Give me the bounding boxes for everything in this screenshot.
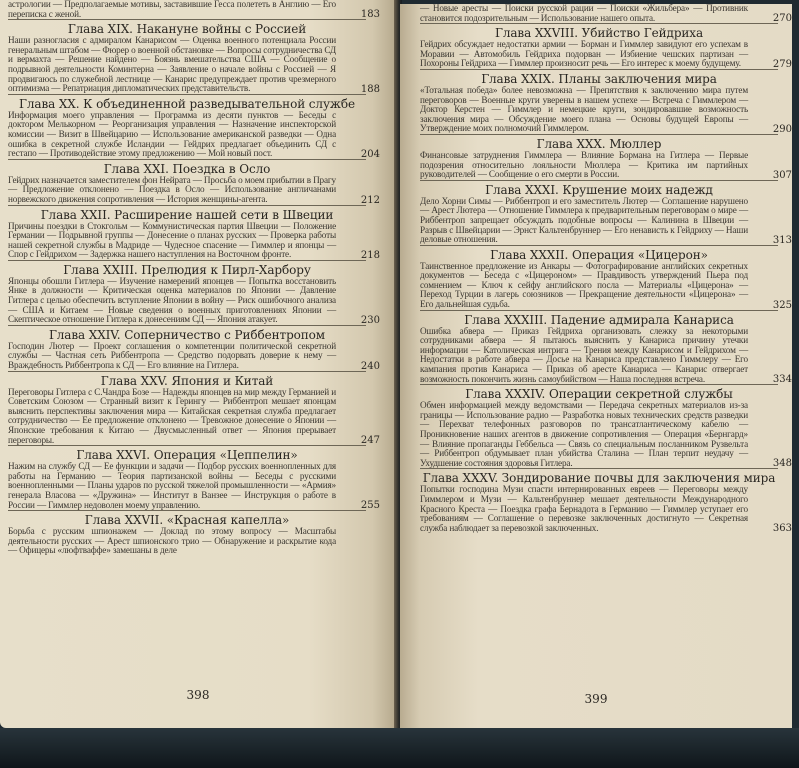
chapter-summary: Гейдрих назначается заместителем фон Нейрата — Просьба о моем прибытии в Прагу — Предложение отклонено — Поездка в Осло — Использование англичанами норвежского движения сопротивления — История женщины-агента. (8, 174, 336, 204)
toc-entry (8, 510, 366, 556)
toc-entry (8, 159, 380, 206)
toc-entry (420, 180, 792, 246)
chapter-summary: Обмен информацией между ведомствами — Передача секретных материалов из-за границы — Использование радио — Разработка новых технических средств разведки — Перехват телефонных разговоров по трансатлантическому кабелю — Проникновение наших агентов в движение сопротивления — Операция «Бернгард» — Влияние пропаганды Геббельса — Связь со специальным посланником Рузвельта — Риббентроп обдумывает план убийства Сталина — План терпит неудачу — Ухудшение состояния здоровья Гитлера. (420, 400, 748, 468)
chapter-summary: Борьба с русским шпионажем — Доклад по этому вопросу — Масштабы деятельности русских — Арест шпионского трио — Обнаружение и раскрытие кода — Офицеры «люфтваффе» замешаны в деле (8, 526, 336, 556)
chapter-page-number: 183 (360, 9, 380, 21)
chapter-title: Глава XXVI. Операция «Цеппелин» (8, 445, 366, 462)
chapter-title: Глава XXXII. Операция «Цицерон» (420, 245, 778, 262)
chapter-page-number: 363 (772, 523, 792, 535)
toc-entry (420, 468, 792, 535)
chapter-summary: Господин Лютер — Проект соглашения о компетенции политической секретной службы — Частная сеть Риббентропа — Средство подорвать доверие к нему — Враждебность Риббентропа к СД — Его влияние на Гитлера. (8, 340, 336, 371)
toc-entry (8, 371, 380, 447)
chapter-page-number: 218 (360, 249, 380, 261)
toc-entry (8, 94, 380, 160)
left-page (0, 0, 396, 728)
toc-entry (8, 0, 380, 21)
chapter-summary: Дело Хорни Симы — Риббентроп и его заместитель Лютер — Соглашение нарушено — Арест Лютера — Отношение Гиммлера к предварительным переговорам о мире — Риббентроп запрещает обсуждать подобные вопросы — Калинина в Швеции — Разрыв с Швейцарии — Эрнст Кальтенбруннер — Его ненависть к Гейдриху — Наши деловые отношения. (420, 195, 748, 245)
chapter-page-number: 279 (772, 58, 792, 70)
chapter-summary: — Новые аресты — Поиски русской рации — Поиски «Жильбера» — Противник становится подозрительным — Использование нашего опыта. (420, 4, 748, 23)
chapter-page-number: 313 (772, 234, 792, 246)
chapter-title: Глава XXIII. Прелюдия к Пирл-Харбору (8, 260, 366, 277)
toc-entry (420, 384, 792, 470)
chapter-page-number: 290 (772, 123, 792, 135)
chapter-summary: Нажим на службу СД — Ее функции и задачи — Подбор русских военнопленных для работы на Германию — Теория партизанской войны — Беседы с русскими военнопленными — Планы ударов по русской тяжелой промышленности — «Армия» генерала Власова — «Дружина» — Институт в Ванзее — Инструкция о работе в России — Гиммлер недоволен моему управлению. (8, 461, 336, 510)
chapter-title: Глава XXX. Мюллер (420, 134, 778, 151)
chapter-title: Глава XXXV. Зондирование почвы для заключения мира (420, 468, 778, 485)
chapter-title: Глава XXXI. Крушение моих надежд (420, 180, 778, 197)
chapter-page-number: 212 (360, 194, 380, 206)
toc-entry (420, 4, 792, 25)
chapter-title: Глава XXVIII. Убийство Гейдриха (420, 23, 778, 40)
toc-entry (420, 310, 792, 386)
toc-entry (8, 260, 380, 326)
chapter-title: Глава XXXIV. Операции секретной службы (420, 384, 778, 401)
chapter-page-number: 334 (772, 374, 792, 386)
chapter-summary: Гейдрих обсуждает недостатки армии — Борман и Гиммлер завидуют его успехам в Моравии — Автомобиль Гейдриха подорван — Избиение чешских партизан — Похороны Гейдриха — Гиммлер произносит речь — Его интерес к моему будущему. (420, 39, 748, 69)
chapter-page-number: 188 (360, 83, 380, 95)
chapter-title: Глава XXIV. Соперничество с Риббентропом (8, 325, 366, 342)
chapter-title: Глава XXI. Поездка в Осло (8, 159, 366, 176)
chapter-title: Глава XIX. Накануне войны с Россией (8, 19, 366, 36)
toc-entry (8, 445, 380, 512)
toc-entry (8, 205, 380, 261)
right-page-number: 399 (584, 692, 608, 706)
chapter-page-number: 230 (360, 314, 380, 326)
left-toc-column (8, 0, 380, 556)
chapter-page-number: 307 (772, 169, 792, 181)
chapter-summary: Причины поездки в Стокгольм — Коммунистическая партия Швеции — Положение Германии — Подрывной группы — Донесение о планах русских — Проверка работы нашей секретной службы в Мадриде — Чудесное спасение — Гиммлер и японцы — Спор с Гейдрихом — Задержка нашего наступления на Восточном фронте. (8, 220, 336, 260)
chapter-page-number: 270 (772, 13, 792, 25)
chapter-title: Глава XXV. Япония и Китай (8, 371, 366, 388)
chapter-summary: Наши разногласия с адмиралом Канарисом — Оценка военного потенциала России генеральным штабом — Фюрер о военной обстановке — Вопросы сотрудничества СД и вермахта — Решение найдено — Боязнь вмешательства США — Сообщение о подрывной деятельности Коминтерна — Заявление о начале войны с Россией — Я продвигаюсь по служебной лестнице — Канарис предупреждает против чрезмерного оптимизма — Репатриация дипломатических представительств. (8, 35, 336, 94)
chapter-summary: Финансовые затруднения Гиммлера — Влияние Бормана на Гитлера — Первые подозрения относительно лояльности Мюллера — Критика им партийных руководителей — Сообщение о его смерти в России. (420, 149, 748, 180)
chapter-title: Глава XXXIII. Падение адмирала Канариса (420, 310, 778, 327)
chapter-summary: Информация моего управления — Программа из десяти пунктов — Беседы с доктором Мелькорном — Реорганизация управления — Назначение инспекторской комиссии — Визит в Швейцарию — Использование американской разведки — Одна ошибка в секретной службе Исландии — Гейдрих предлагает объединить СД с гестапо — Противодействие этому предложению — Мой новый пост. (8, 109, 336, 159)
book-cover-edge (0, 728, 799, 768)
chapter-summary: Переговоры Гитлера с С.Чандра Бозе — Надежды японцев на мир между Германией и Советским Союзом — Странный визит к Герингу — Риббентроп мешает японцам выяснить перспективы заключения мира — Китайская секретная служба предлагает сотрудничество — Ее предложение отклонено — Тревожное донесение о Японии — Японские требования к Китаю — Двусмысленный ответ — Япония прерывает переговоры. (8, 386, 336, 445)
chapter-summary: Попытки господина Музи спасти интернированных евреев — Переговоры между Гиммлером и Музи — Кальтенбруннер мешает деятельности Международного Красного Креста — Поездка графа Бернадота в Германию — Гиммлер уступает его требованиям — Соглашение о перевозке заключенных достигнуто — Секретная служба наблюдает за перевозкой заключенных. (420, 484, 748, 533)
chapter-page-number: 348 (772, 458, 792, 470)
toc-entry (420, 23, 792, 70)
chapter-title: Глава XXIX. Планы заключения мира (420, 69, 778, 86)
chapter-title: Глава XX. К объединенной разведывательной службе (8, 94, 366, 111)
chapter-page-number: 255 (360, 500, 380, 512)
chapter-page-number: 247 (360, 435, 380, 447)
right-page (400, 4, 792, 732)
toc-entry (420, 134, 792, 181)
chapter-summary: Ошибка абвера — Приказ Гейдриха организовать слежку за некоторыми сотрудниками абвера — Я пытаюсь выяснить у Канариса причину утечки информации — Католическая интрига — Трения между Канарисом и Гейдрихом — Недостатки в работе абвера — Досье на Канариса представлено Гиммлеру — Его кампания против Канариса — Приказ об аресте Канариса — Канарис отвергает возможность покончить жизнь самоубийством — Наша последняя встреча. (420, 325, 748, 384)
right-toc-column (420, 4, 792, 535)
chapter-title: Глава XXII. Расширение нашей сети в Швеции (8, 205, 366, 222)
chapter-page-number: 325 (772, 299, 792, 311)
toc-entry (420, 245, 792, 311)
left-page-number: 398 (186, 688, 210, 702)
chapter-summary: астрологии — Предполагаемые мотивы, заставившие Гесса полететь в Англию — Его переписка с женой. (8, 0, 336, 19)
chapter-page-number: 240 (360, 360, 380, 372)
chapter-page-number: 204 (360, 148, 380, 160)
toc-entry (8, 325, 380, 372)
chapter-title: Глава XXVII. «Красная капелла» (8, 510, 366, 527)
toc-entry (8, 19, 380, 95)
toc-entry (420, 69, 792, 135)
chapter-summary: «Тотальная победа» более невозможна — Препятствия к заключению мира путем переговоров — Военные круги уверены в нашем успехе — Встреча с Гиммлером — Доктор Керстен — Гиммлер и немецкие круги, зондировавшие возможность заключения мира — Обсуждение моего плана — Основы будущей Европы — Утверждение моих полномочий Гиммлером. (420, 84, 748, 134)
chapter-summary: Таинственное предложение из Анкары — Фотографирование английских секретных документов — Беседа с «Цицероном» — Правдивость утверждений Пьера под сомнением — Ключ к сейфу английского посла — Материалы «Цицерона» — Переход Турции в лагерь союзников — Прекращение деятельности «Цицерона» — Его дальнейшая судьба. (420, 260, 748, 310)
chapter-summary: Японцы обошли Гитлера — Изучение намерений японцев — Попытка восстановить Янке в должности — Критическая оценка материалов по Японии — Давление Гитлера с целью обеспечить вступление Японии в войну — Риск ошибочного анализа — США и Китаем — Новые сведения о военных приготовлениях Японии — Скептическое отношение Гитлера к донесениям СД — Япония атакует. (8, 275, 336, 325)
